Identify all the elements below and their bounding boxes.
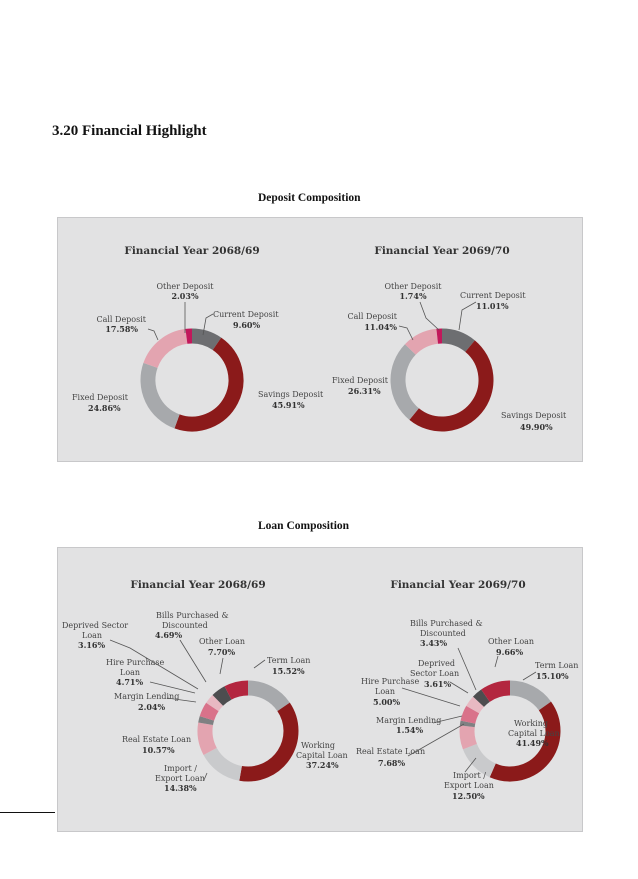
loan-1-slice-working-capital-loan — [241, 707, 291, 774]
deposit-2-call-pct: 11.04% — [364, 322, 397, 332]
loan-1-term-label: Term Loan — [267, 656, 311, 665]
deposit-1-other-label: Other Deposit — [156, 282, 214, 291]
loan-1-bills-label-line1: Bills Purchased & — [156, 611, 229, 620]
loan-2-slice-margin-lending — [467, 722, 468, 726]
loan-1-slice-other-loan — [228, 688, 248, 693]
loan-composition-caption: Loan Composition — [258, 520, 350, 532]
loan-chart-1-title: Financial Year 2068/69 — [130, 579, 266, 591]
loan-2-slice-term-loan — [510, 688, 545, 706]
loan-1-deprived-label-line1: Deprived Sector — [62, 621, 129, 630]
deposit-2-call-label: Call Deposit — [347, 312, 397, 321]
loan-composition-charts — [58, 548, 584, 833]
deposit-1-slice-current-deposit — [192, 336, 217, 344]
loan-1-slice-margin-lending — [206, 718, 207, 723]
loan-2-slice-real-estate-loan — [467, 726, 470, 746]
loan-donut-2068-69 — [205, 688, 291, 774]
loan-2-slice-other-loan — [485, 688, 510, 696]
loan-2-deprived-label-line2: Sector Loan — [410, 669, 460, 678]
loan-1-hire-pct: 4.71% — [116, 677, 144, 687]
loan-2-working-label-line2: Capital Loan — [508, 729, 560, 738]
loan-chart-2-title: Financial Year 2069/70 — [390, 579, 526, 591]
deposit-2-current-label: Current Deposit — [460, 291, 526, 300]
deposit-chart-2-title: Financial Year 2069/70 — [374, 245, 510, 257]
deposit-1-fixed-pct: 24.86% — [88, 403, 121, 413]
loan-1-bills-pct: 4.69% — [155, 630, 183, 640]
deposit-2-slice-savings-deposit — [414, 346, 486, 424]
deposit-2-savings-pct: 49.90% — [520, 422, 553, 432]
deposit-1-savings-pct: 45.91% — [272, 400, 305, 410]
deposit-1-other-pct: 2.03% — [171, 291, 199, 301]
deposit-2-slice-call-deposit — [410, 336, 437, 349]
loan-2-other-pct: 9.66% — [496, 647, 524, 657]
deposit-composition-charts — [58, 218, 584, 463]
loan-1-import-label-line2: Export Loan — [155, 774, 205, 783]
deposit-donut-2069-70 — [398, 336, 486, 424]
loan-composition-panel — [57, 547, 583, 832]
deposit-1-savings-label: Savings Deposit — [258, 390, 324, 399]
loan-1-margin-label: Margin Lending — [114, 692, 180, 701]
loan-1-other-pct: 7.70% — [208, 647, 236, 657]
loan-2-bills-pct: 3.43% — [420, 638, 448, 648]
loan-1-working-label-line1: Working — [301, 741, 335, 750]
deposit-composition-panel — [57, 217, 583, 462]
loan-1-hire-label-line1: Hire Purchase — [106, 658, 165, 667]
deposit-2-other-pct: 1.74% — [399, 291, 427, 301]
deposit-2-savings-label: Savings Deposit — [501, 411, 567, 420]
loan-2-margin-pct: 1.54% — [396, 725, 424, 735]
loan-1-import-pct: 14.38% — [164, 783, 197, 793]
deposit-1-slice-savings-deposit — [177, 344, 236, 424]
deposit-1-current-label: Current Deposit — [213, 310, 279, 319]
loan-1-margin-pct: 2.04% — [138, 702, 166, 712]
deposit-2-fixed-pct: 26.31% — [348, 386, 381, 396]
loan-1-slice-term-loan — [248, 688, 284, 707]
deposit-2-fixed-label: Fixed Deposit — [332, 376, 388, 385]
loan-2-realestate-pct: 7.68% — [378, 758, 406, 768]
deposit-2-current-pct: 11.01% — [476, 301, 509, 311]
loan-2-deprived-pct: 3.61% — [424, 679, 452, 689]
loan-1-working-label-line2: Capital Loan — [296, 751, 348, 760]
loan-2-deprived-label-line1: Deprived — [418, 659, 456, 668]
loan-1-deprived-pct: 3.16% — [78, 640, 106, 650]
loan-1-import-label-line1: Import / — [164, 764, 197, 773]
loan-2-slice-hire-purchase-loan — [468, 710, 473, 723]
deposit-1-call-label: Call Deposit — [96, 315, 146, 324]
loan-2-import-pct: 12.50% — [452, 791, 485, 801]
loan-2-term-label: Term Loan — [535, 661, 579, 670]
loan-1-term-pct: 15.52% — [272, 666, 305, 676]
loan-2-working-label-line1: Working — [514, 719, 548, 728]
loan-2-bills-label-line1: Bills Purchased & — [410, 619, 483, 628]
loan-1-deprived-label-line2: Loan — [82, 631, 103, 640]
loan-1-realestate-label: Real Estate Loan — [122, 735, 192, 744]
loan-2-bills-label-line2: Discounted — [420, 629, 466, 638]
loan-1-slice-real-estate-loan — [205, 724, 210, 752]
deposit-composition-caption: Deposit Composition — [258, 192, 361, 204]
loan-2-realestate-label: Real Estate Loan — [356, 747, 426, 756]
loan-1-slice-hire-purchase-loan — [207, 707, 212, 718]
loan-1-other-label: Other Loan — [199, 637, 246, 646]
loan-2-hire-pct: 5.00% — [373, 697, 401, 707]
deposit-chart-1-title: Financial Year 2068/69 — [124, 245, 260, 257]
deposit-1-fixed-label: Fixed Deposit — [72, 393, 128, 402]
deposit-1-slice-call-deposit — [150, 336, 186, 365]
footer-rule — [0, 812, 55, 813]
loan-2-slice-deprived-sector-loan — [473, 702, 479, 710]
loan-2-slice-import-export-loan — [470, 747, 493, 771]
deposit-1-call-pct: 17.58% — [105, 324, 138, 334]
loan-1-realestate-pct: 10.57% — [142, 745, 175, 755]
loan-2-hire-label-line2: Loan — [375, 687, 396, 696]
loan-2-slice-bills-purchased-discounted — [478, 696, 485, 702]
deposit-donut-2068-69 — [148, 336, 236, 424]
deposit-2-other-label: Other Deposit — [384, 282, 442, 291]
loan-1-bills-label-line2: Discounted — [162, 621, 208, 630]
loan-1-hire-label-line2: Loan — [120, 668, 141, 677]
loan-2-margin-label: Margin Lending — [376, 716, 442, 725]
loan-2-working-pct: 41.49% — [516, 738, 549, 748]
loan-1-slice-bills-purchased-discounted — [218, 693, 228, 700]
section-heading: 3.20 Financial Highlight — [52, 123, 207, 139]
loan-2-term-pct: 15.10% — [536, 671, 569, 681]
loan-1-working-pct: 37.24% — [306, 760, 339, 770]
deposit-1-current-pct: 9.60% — [233, 320, 261, 330]
deposit-2-slice-fixed-deposit — [398, 349, 414, 414]
deposit-1-slice-fixed-deposit — [148, 365, 177, 421]
loan-1-slice-deprived-sector-loan — [212, 700, 217, 707]
loan-2-import-label-line2: Export Loan — [444, 781, 494, 790]
deposit-2-slice-current-deposit — [442, 336, 470, 346]
loan-2-other-label: Other Loan — [488, 637, 535, 646]
loan-2-hire-label-line1: Hire Purchase — [361, 677, 420, 686]
loan-2-import-label-line1: Import / — [453, 771, 486, 780]
loan-1-slice-import-export-loan — [210, 751, 240, 773]
